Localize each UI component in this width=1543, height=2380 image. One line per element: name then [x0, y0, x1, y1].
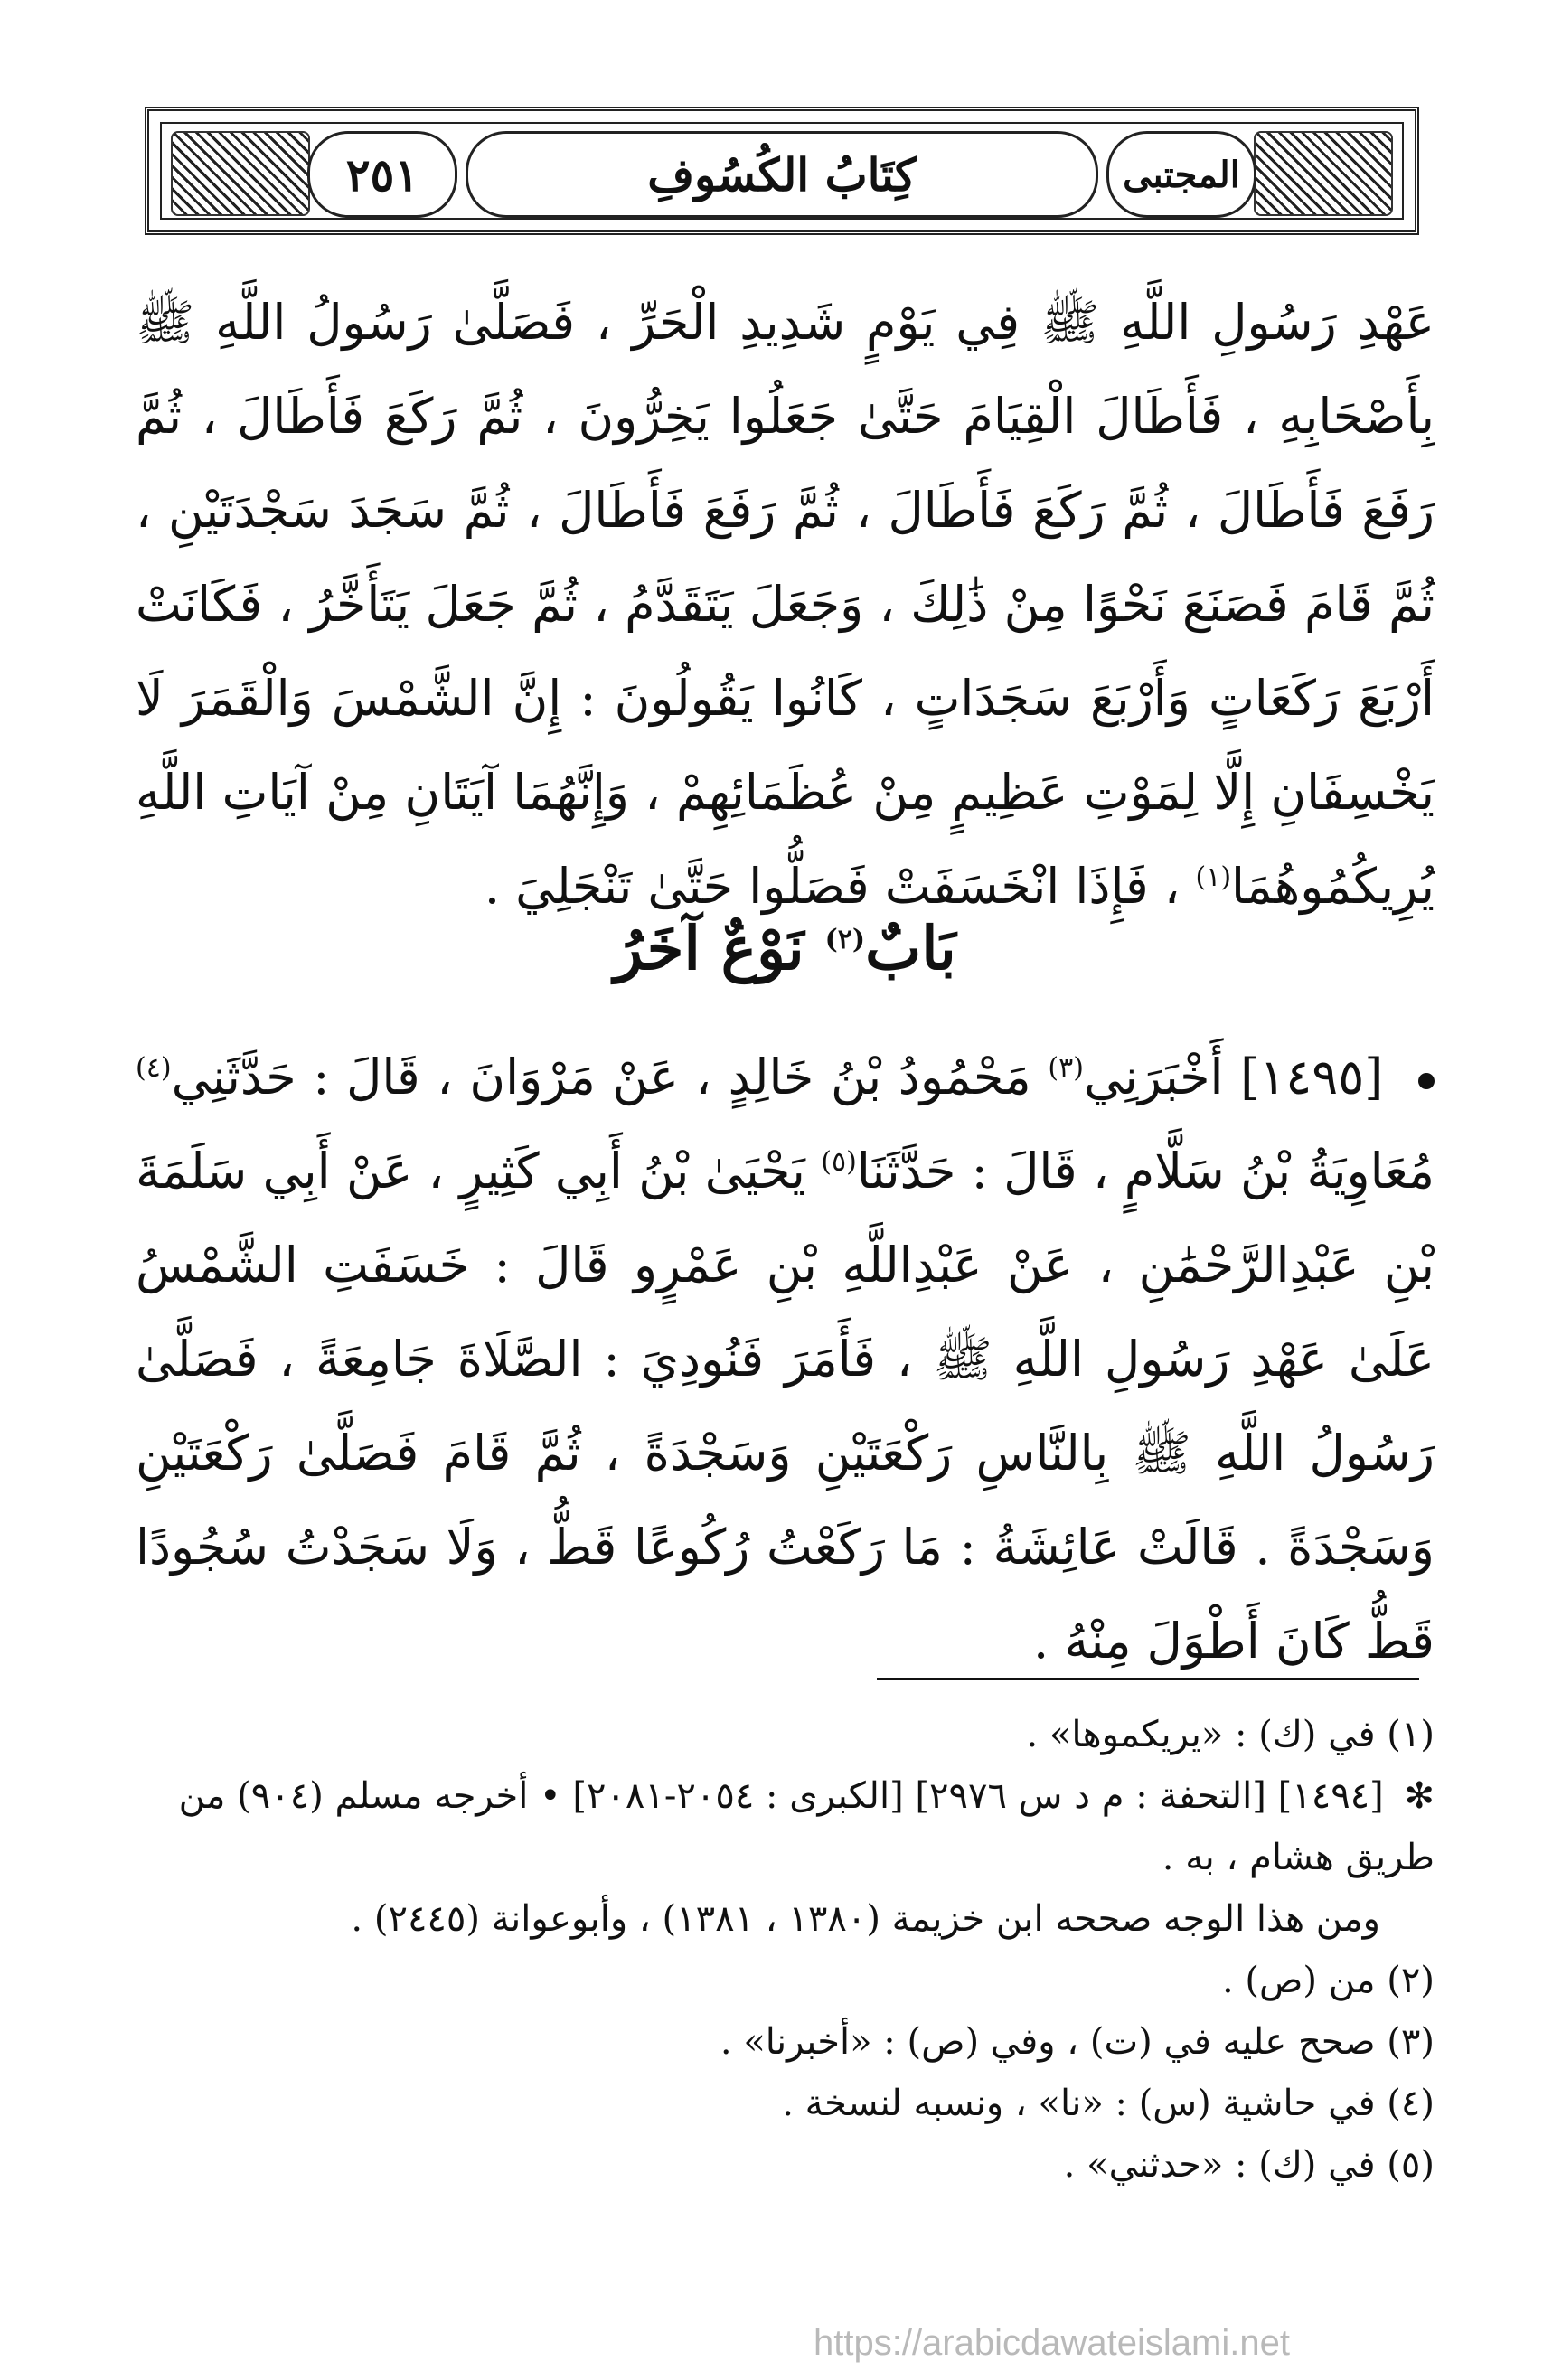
footnote-ref-1[interactable]: (١)	[1195, 861, 1232, 893]
hadith-number: [١٤٩٥]	[1240, 1049, 1384, 1105]
footnote-1: (١) في (ك) : «يريكموها» .	[1026, 1714, 1435, 1755]
heading-main: بَابٌ	[865, 913, 956, 983]
footnote-5: (٥) في (ك) : «حدثني» .	[1063, 2144, 1435, 2186]
main-text-block	[136, 276, 1435, 934]
footnote-ref-4[interactable]: (٤)	[136, 1052, 172, 1084]
series-title: المجتبى	[1123, 153, 1240, 196]
hadith-text-c: مُعَاوِيَةُ بْنُ سَلَّامٍ ، قَالَ : حَدَّثَنَا	[856, 1143, 1435, 1199]
footnote-2: (٢) من (ص) .	[1221, 1960, 1435, 2001]
paragraph-1-text: عَهْدِ رَسُولِ اللَّهِ ﷺ فِي يَوْمٍ شَدِيدِ الْحَرِّ ، فَصَلَّىٰ رَسُولُ اللَّهِ ﷺ بِأَصْحَابِهِ ، فَأَطَالَ الْقِيَامَ حَتَّىٰ جَعَلُوا يَخِرُّونَ ، ثُمَّ رَكَعَ فَأَطَالَ ، ثُمَّ رَفَعَ فَأَطَالَ ، ثُمَّ رَكَعَ فَأَطَالَ ، ثُمَّ رَفَعَ فَأَطَالَ ، ثُمَّ سَجَدَ سَجْدَتَيْنِ ، ثُمَّ قَامَ فَصَنَعَ نَحْوًا مِنْ ذَٰلِكَ ، وَجَعَلَ يَتَقَدَّمُ ، ثُمَّ جَعَلَ يَتَأَخَّرُ ، فَكَانَتْ أَرْبَعَ رَكَعَاتٍ وَأَرْبَعَ سَجَدَاتٍ ، كَانُوا يَقُولُونَ : إِنَّ الشَّمْسَ وَالْقَمَرَ لَا يَخْسِفَانِ إِلَّا لِمَوْتِ عَظِيمٍ مِنْ عُظَمَائِهِمْ ، وَإِنَّهُمَا آيَتَانِ مِنْ آيَاتِ اللَّهِ يُرِيكُمُوهُمَا	[136, 294, 1435, 915]
footnote-3: (٣) صحح عليه في (ت) ، وفي (ص) : «أخبرنا» .	[720, 2021, 1435, 2063]
page-number-cartouche	[307, 131, 457, 218]
series-title-cartouche	[1106, 131, 1256, 218]
paragraph-1	[136, 276, 1435, 934]
takhrij-note	[136, 1765, 1435, 1888]
page-header	[145, 107, 1419, 235]
star-icon: ✻	[1404, 1775, 1435, 1817]
hadith-paragraph	[136, 1030, 1435, 1689]
takhrij-text: [١٤٩٤] [التحفة : م د س ٢٩٧٦] [الكبرى : ٢٠٥٤-٢٠٨١] • أخرجه مسلم (٩٠٤) من طريق هشام ، به .	[178, 1775, 1435, 1878]
hadith-text-b: مَحْمُودُ بْنُ خَالِدٍ ، عَنْ مَرْوَانَ ، قَالَ : حَدَّثَنِي	[171, 1049, 1031, 1105]
hadith-text-a: أَخْبَرَنِي	[1083, 1049, 1224, 1105]
footnotes-block	[136, 1704, 1435, 2196]
footnote-4: (٤) في حاشية (س) : «نا» ، ونسبه لنسخة .	[782, 2083, 1435, 2124]
footnote-ref-2[interactable]: (٢)	[824, 924, 866, 955]
footnote-ref-5[interactable]: (٥)	[821, 1146, 857, 1178]
bullet-icon	[1418, 1073, 1435, 1089]
footnote-ref-3[interactable]: (٣)	[1048, 1052, 1084, 1084]
paragraph-1-end: ، فَإِذَا انْخَسَفَتْ فَصَلُّوا حَتَّىٰ تَنْجَلِيَ .	[484, 858, 1181, 915]
watermark-url: https://arabicdawateislami.net	[814, 2323, 1290, 2363]
takhrij-note-2: ومن هذا الوجه صححه ابن خزيمة (١٣٨٠ ، ١٣٨١) ، وأبوعوانة (٢٤٤٥) .	[351, 1898, 1380, 1940]
section-heading	[136, 913, 1435, 983]
page-number: ٢٥١	[345, 147, 419, 202]
chapter-title-cartouche	[466, 131, 1098, 218]
ornament-left-icon	[171, 131, 310, 216]
hadith-block	[136, 1030, 1435, 1689]
ornament-right-icon	[1254, 131, 1393, 216]
heading-rest: نَوْعٌ آخَرُ	[614, 913, 804, 983]
footnote-divider	[877, 1678, 1419, 1680]
hadith-text-d: يَحْيَىٰ بْنُ أَبِي كَثِيرٍ ، عَنْ أَبِي سَلَمَةَ بْنِ عَبْدِالرَّحْمَٰنِ ، عَنْ عَبْدِاللَّهِ بْنِ عَمْرٍو قَالَ : خَسَفَتِ الشَّمْسُ عَلَىٰ عَهْدِ رَسُولِ اللَّهِ ﷺ ، فَأَمَرَ فَنُودِيَ : الصَّلَاةَ جَامِعَةً ، فَصَلَّىٰ رَسُولُ اللَّهِ ﷺ بِالنَّاسِ رَكْعَتَيْنِ وَسَجْدَةً ، ثُمَّ قَامَ فَصَلَّىٰ رَكْعَتَيْنِ وَسَجْدَةً . قَالَتْ عَائِشَةُ : مَا رَكَعْتُ رُكُوعًا قَطُّ ، وَلَا سَجَدْتُ سُجُودًا قَطُّ كَانَ أَطْوَلَ مِنْهُ .	[136, 1143, 1435, 1670]
chapter-title: كِتَابُ الكُسُوفِ	[647, 147, 917, 202]
